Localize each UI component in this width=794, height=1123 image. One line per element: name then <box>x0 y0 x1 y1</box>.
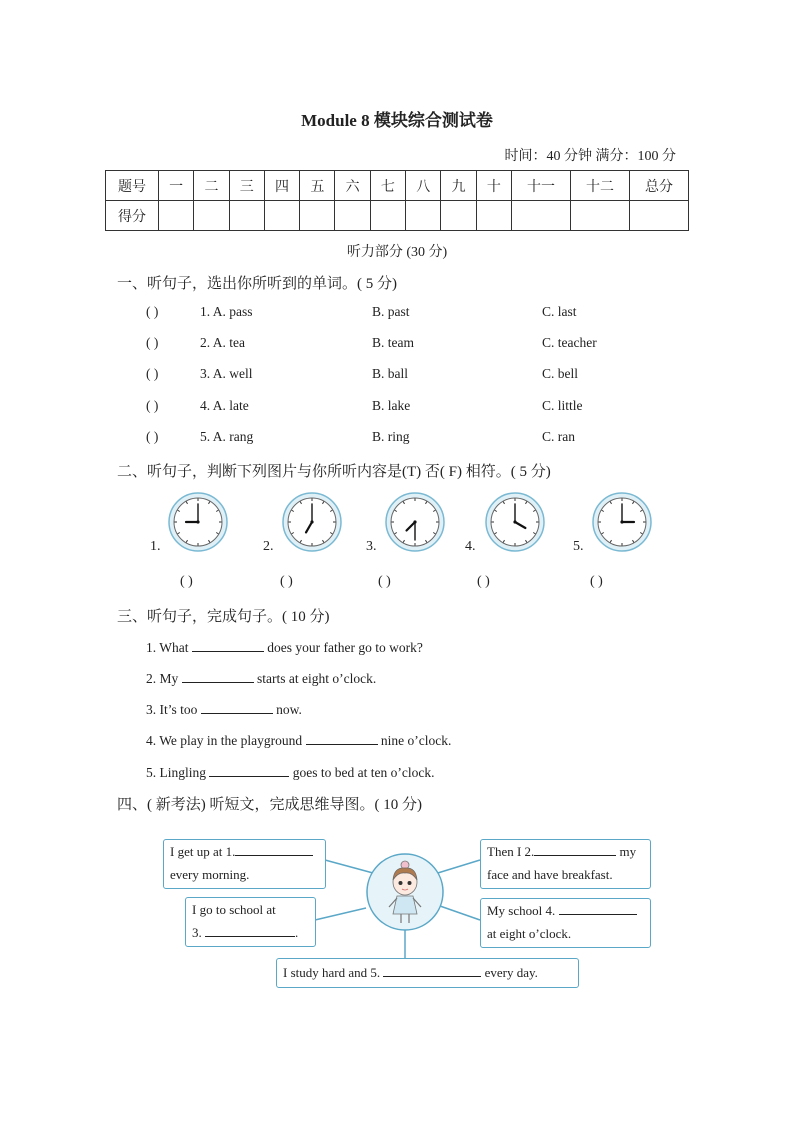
sentence-after: goes to bed at ten o’clock. <box>292 765 435 780</box>
answer-paren[interactable]: ( ) <box>280 574 293 589</box>
sentence-before: 4. We play in the playground <box>146 733 306 748</box>
option-b: B. ball <box>372 366 408 381</box>
sentence-after: now. <box>276 702 302 717</box>
sentence-item <box>146 699 302 718</box>
exam-meta: 时间：40 分钟 满分：100 分 <box>504 149 676 164</box>
score-col: 六 <box>335 171 370 201</box>
clock-icon <box>592 492 652 552</box>
section1-heading: 一、听句子，选出你所听到的单词。( 5 分) <box>117 276 397 292</box>
listening-header: 听力部分 (30 分) <box>346 245 448 260</box>
answer-paren[interactable]: ( ) <box>146 335 159 350</box>
score-table-value-row <box>106 201 689 231</box>
score-col: 二 <box>194 171 229 201</box>
box-text: I get up at 1. <box>170 844 236 859</box>
answer-paren[interactable]: ( ) <box>146 366 159 381</box>
section2-heading: 二、听句子，判断下列图片与你所听内容是(T) 否( F) 相符。( 5 分) <box>117 464 551 480</box>
box-text: face and have breakfast. <box>487 867 613 882</box>
option-b: B. team <box>372 335 414 350</box>
score-cell[interactable] <box>264 201 299 231</box>
section3-heading: 三、听句子，完成句子。( 10 分) <box>117 609 330 625</box>
sentence-item <box>146 668 376 687</box>
clock-center <box>413 520 416 523</box>
answer-blank[interactable] <box>559 900 637 915</box>
clock-icon <box>485 492 545 552</box>
box-text: my <box>616 844 637 859</box>
sentence-before: 1. What <box>146 640 192 655</box>
box-text: I go to school at <box>192 902 276 917</box>
score-cell[interactable] <box>441 201 476 231</box>
answer-blank[interactable] <box>209 762 289 777</box>
option-b: B. lake <box>372 398 411 413</box>
clock-icon <box>282 492 342 552</box>
option-a: 2. A. tea <box>200 335 245 350</box>
clock-center <box>513 520 516 523</box>
score-cell[interactable] <box>512 201 571 231</box>
score-col: 十二 <box>571 171 630 201</box>
clock-icon <box>168 492 228 552</box>
answer-blank[interactable] <box>383 962 481 977</box>
box-text: at eight o’clock. <box>487 926 572 941</box>
option-c: C. little <box>542 398 583 413</box>
score-cell[interactable] <box>300 201 335 231</box>
score-cell[interactable] <box>571 201 630 231</box>
sentence-before: 2. My <box>146 671 182 686</box>
sentence-before: 3. It’s too <box>146 702 201 717</box>
sentence-item <box>146 762 434 781</box>
answer-blank[interactable] <box>534 841 616 856</box>
option-b: B. past <box>372 304 410 319</box>
clock-label: 2. <box>263 539 274 554</box>
box-text: 3. <box>192 925 205 940</box>
answer-blank[interactable] <box>201 699 273 714</box>
option-c: C. last <box>542 304 577 319</box>
answer-paren[interactable]: ( ) <box>590 574 603 589</box>
score-cell[interactable] <box>630 201 689 231</box>
sentence-after: nine o’clock. <box>380 733 452 748</box>
box-text: Then I 2. <box>487 844 535 859</box>
answer-blank[interactable] <box>182 668 254 683</box>
answer-blank[interactable] <box>192 637 264 652</box>
page-title: Module 8 模块综合测试卷 <box>301 111 493 130</box>
box-text: My school 4. <box>487 903 559 918</box>
score-row-label: 得分 <box>106 201 159 231</box>
score-col: 一 <box>159 171 194 201</box>
score-table-header-row <box>106 171 689 201</box>
mindmap-box-5 <box>276 958 579 988</box>
section4-heading: 四、( 新考法) 听短文，完成思维导图。( 10 分) <box>117 797 422 813</box>
score-col: 四 <box>264 171 299 201</box>
answer-blank[interactable] <box>306 730 378 745</box>
score-col: 三 <box>229 171 264 201</box>
score-cell[interactable] <box>335 201 370 231</box>
answer-paren[interactable]: ( ) <box>146 304 159 319</box>
option-a: 1. A. pass <box>200 304 253 319</box>
clock-label: 3. <box>366 539 377 554</box>
answer-paren[interactable]: ( ) <box>477 574 490 589</box>
answer-blank[interactable] <box>235 841 313 856</box>
score-cell[interactable] <box>159 201 194 231</box>
score-cell[interactable] <box>370 201 405 231</box>
sentence-item <box>146 637 423 656</box>
option-c: C. teacher <box>542 335 597 350</box>
option-b: B. ring <box>372 429 410 444</box>
sentence-after: does your father go to work? <box>267 640 423 655</box>
score-header-label: 题号 <box>106 171 159 201</box>
score-col: 八 <box>406 171 441 201</box>
score-col: 七 <box>370 171 405 201</box>
answer-paren[interactable]: ( ) <box>146 429 159 444</box>
clock-center <box>310 520 313 523</box>
answer-blank[interactable] <box>205 922 295 937</box>
sentence-before: 5. Lingling <box>146 765 210 780</box>
score-cell[interactable] <box>406 201 441 231</box>
clock-icon <box>385 492 445 552</box>
option-a: 4. A. late <box>200 398 249 413</box>
score-col: 九 <box>441 171 476 201</box>
sentence-item <box>146 730 451 749</box>
box-text: every morning. <box>170 867 250 882</box>
clock-label: 4. <box>465 539 476 554</box>
mindmap-box-3: I go to school at 3. . <box>185 897 316 947</box>
box-text: every day. <box>481 965 538 980</box>
option-a: 3. A. well <box>200 366 253 381</box>
score-col: 十一 <box>512 171 571 201</box>
score-cell[interactable] <box>229 201 264 231</box>
score-table <box>105 170 689 231</box>
clock-label: 5. <box>573 539 584 554</box>
score-cell[interactable] <box>194 201 229 231</box>
clock-center <box>196 520 199 523</box>
mindmap-box-2 <box>480 839 651 889</box>
score-col: 五 <box>300 171 335 201</box>
clock-label: 1. <box>150 539 161 554</box>
option-a: 5. A. rang <box>200 429 254 444</box>
mindmap-box-4 <box>480 898 651 948</box>
girl-avatar-icon <box>360 852 450 932</box>
option-c: C. bell <box>542 366 578 381</box>
option-c: C. ran <box>542 429 575 444</box>
clock-center <box>620 520 623 523</box>
answer-paren[interactable]: ( ) <box>180 574 193 589</box>
mindmap-box-1 <box>163 839 326 889</box>
answer-paren[interactable]: ( ) <box>378 574 391 589</box>
box-text: I study hard and 5. <box>283 965 384 980</box>
score-col: 总分 <box>630 171 689 201</box>
answer-paren[interactable]: ( ) <box>146 398 159 413</box>
sentence-after: starts at eight o’clock. <box>257 671 377 686</box>
score-cell[interactable] <box>476 201 511 231</box>
score-col: 十 <box>476 171 511 201</box>
